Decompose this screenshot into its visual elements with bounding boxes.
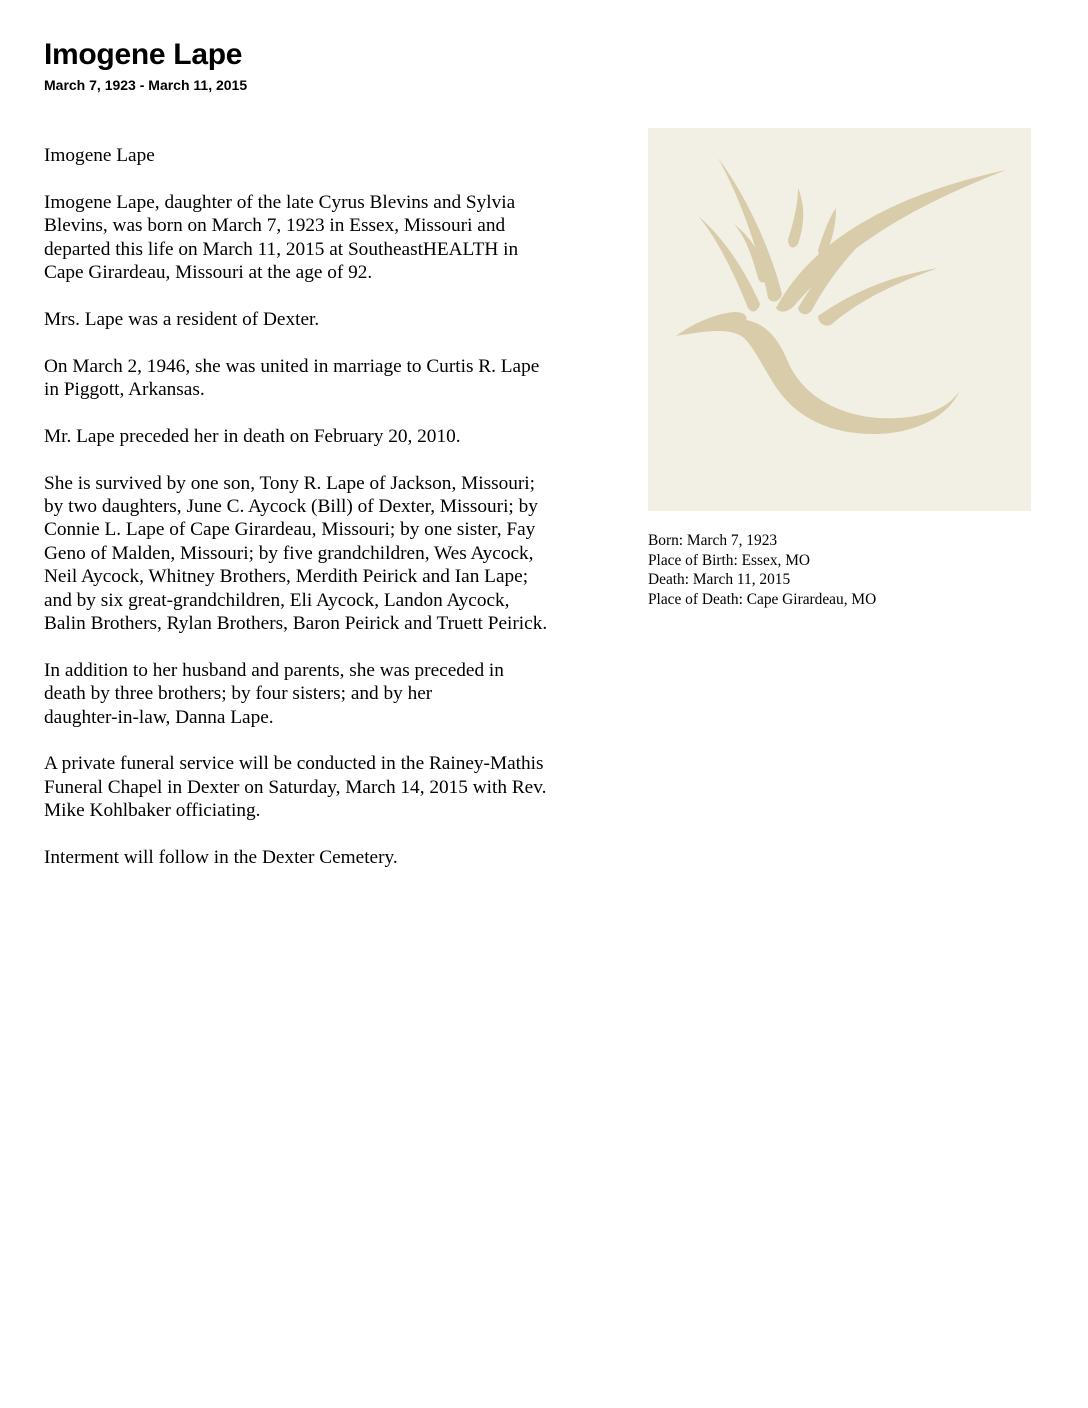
header bbox=[44, 38, 247, 94]
place-of-death-fact: Place of Death: Cape Girardeau, MO bbox=[648, 590, 877, 608]
paragraph: On March 2, 1946, she was united in marriage to Curtis R. Lape in Piggott, Arkansas. bbox=[44, 355, 540, 401]
paragraph: Mr. Lape preceded her in death on February 20, 2010. bbox=[44, 425, 461, 447]
life-dates: March 7, 1923 - March 11, 2015 bbox=[44, 77, 248, 93]
death-fact: Death: March 11, 2015 bbox=[648, 571, 791, 589]
memorial-image bbox=[648, 128, 1031, 511]
obituary-text bbox=[44, 144, 624, 893]
vital-facts bbox=[648, 531, 876, 609]
paragraph: She is survived by one son, Tony R. Lape of Jackson, Missouri; by two daughters, June C. Aycock (Bill) of Dexter, Missouri; by Connie L. Lape of Cape Girardeau, Missouri; by one sister, Fay Geno of Malden, Missouri; by five grandchildren, Wes Aycock, Neil Aycock, Whitney Brothers, Merdith Peirick and Ian Lape; and by six great-grandchildren, Eli Aycock, Landon Aycock, Balin Brothers, Rylan Brothers, Baron Peirick and Truett Peirick. bbox=[44, 472, 548, 635]
page-title: Imogene Lape bbox=[44, 38, 243, 71]
dove-icon bbox=[648, 128, 1031, 511]
paragraph: Mrs. Lape was a resident of Dexter. bbox=[44, 308, 320, 330]
born-fact: Born: March 7, 1923 bbox=[648, 532, 778, 549]
paragraph: Interment will follow in the Dexter Cemetery. bbox=[44, 847, 398, 869]
paragraph: Imogene Lape bbox=[44, 145, 155, 166]
place-of-birth-fact: Place of Birth: Essex, MO bbox=[648, 551, 811, 569]
paragraph: Imogene Lape, daughter of the late Cyrus Blevins and Sylvia Blevins, was born on March 7, 1923 in Essex, Missouri and departed this life on March 11, 2015 at SoutheastHEALTH in Cape Girardeau, Missouri at the age of 92. bbox=[44, 191, 519, 284]
paragraph: A private funeral service will be conducted in the Rainey-Mathis Funeral Chapel in Dexter on Saturday, March 14, 2015 with Rev. Mike Kohlbaker officiating. bbox=[44, 753, 547, 822]
paragraph: In addition to her husband and parents, she was preceded in death by three brothers; by four sisters; and by her daughter-in-law, Danna Lape. bbox=[44, 659, 504, 728]
